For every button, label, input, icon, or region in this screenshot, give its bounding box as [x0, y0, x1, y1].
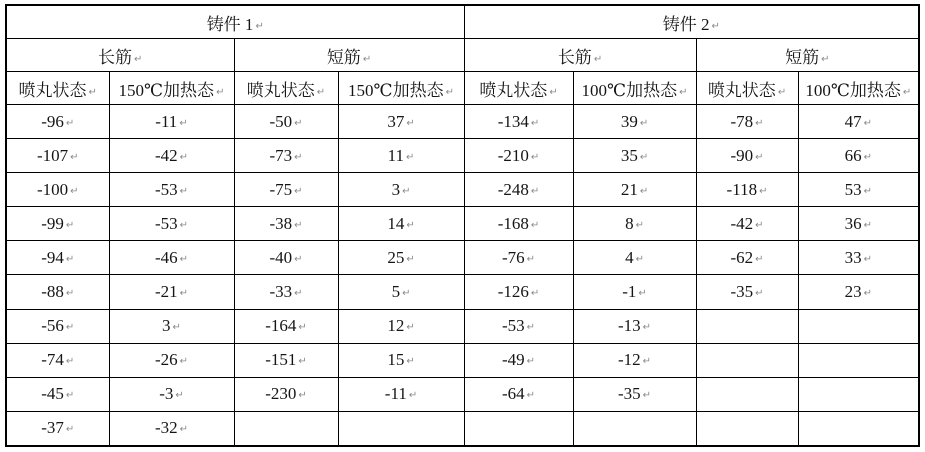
- return-mark-icon: ↵: [755, 288, 764, 300]
- return-mark-icon: ↵: [642, 322, 652, 334]
- table-cell: [798, 139, 919, 173]
- return-mark-icon: ↵: [179, 424, 189, 436]
- table-cell: [109, 173, 234, 207]
- return-mark-icon: ↵: [642, 390, 652, 402]
- casting-2-header: [464, 5, 919, 39]
- table-cell: [6, 309, 109, 343]
- cell-value: -1: [622, 282, 637, 302]
- table-row: [6, 241, 919, 275]
- return-mark-icon: ↵: [179, 253, 189, 265]
- cell-value: -12: [617, 350, 641, 370]
- return-mark-icon: ↵: [406, 356, 415, 368]
- table-cell: [338, 275, 464, 309]
- rib-label: 长筋: [98, 47, 133, 67]
- return-mark-icon: ↵: [863, 253, 872, 265]
- casting2-short-rib-header: [696, 39, 919, 72]
- cell-value: -21: [154, 282, 178, 302]
- cell-value: 33: [844, 247, 862, 267]
- table-cell: [338, 105, 464, 139]
- cell-value: -134: [497, 111, 529, 131]
- cell-value: 66: [844, 145, 862, 165]
- state-label: 150℃加热态: [348, 80, 444, 100]
- table-cell: [696, 309, 798, 343]
- cell-value: -11: [155, 111, 178, 131]
- table-cell: [109, 241, 234, 275]
- state-label: 100℃加热态: [581, 80, 678, 100]
- cell-value: -40: [269, 247, 293, 267]
- cell-value: -35: [730, 282, 754, 302]
- cell-value: -73: [269, 145, 293, 165]
- table-cell: [109, 139, 234, 173]
- return-mark-icon: ↵: [639, 151, 649, 163]
- table-cell: [464, 207, 573, 241]
- table-cell: [573, 309, 696, 343]
- table-cell: [798, 309, 919, 343]
- table-cell: [6, 343, 109, 377]
- return-mark-icon: ↵: [406, 322, 415, 334]
- table-row: [6, 173, 919, 207]
- table-cell: [338, 309, 464, 343]
- table-cell: [464, 275, 573, 309]
- return-mark-icon: ↵: [530, 151, 540, 163]
- cell-value: -50: [269, 111, 293, 131]
- cell-value: -76: [501, 247, 525, 267]
- table-cell: [234, 275, 338, 309]
- cell-value: -49: [501, 350, 525, 370]
- return-mark-icon: ↵: [755, 117, 764, 129]
- state-header-col6: [573, 72, 696, 105]
- cell-value: -151: [265, 350, 297, 370]
- return-mark-icon: ↵: [65, 253, 75, 265]
- return-mark-icon: ↵: [362, 53, 372, 65]
- table-cell: [234, 411, 338, 446]
- return-mark-icon: ↵: [216, 86, 225, 98]
- cell-value: 37: [387, 111, 405, 131]
- table-cell: [798, 173, 919, 207]
- cell-value: 14: [387, 213, 405, 233]
- cell-value: 36: [844, 213, 862, 233]
- table-cell: [234, 105, 338, 139]
- cell-value: -94: [41, 247, 64, 267]
- cell-value: 53: [844, 179, 862, 199]
- state-header-row: [6, 72, 919, 105]
- state-label: 150℃加热态: [118, 80, 215, 100]
- table-cell: [109, 411, 234, 446]
- return-mark-icon: ↵: [298, 390, 307, 402]
- cell-value: -248: [497, 179, 529, 199]
- return-mark-icon: ↵: [294, 151, 303, 163]
- return-mark-icon: ↵: [172, 322, 181, 334]
- return-mark-icon: ↵: [821, 53, 830, 65]
- cell-value: -53: [154, 213, 178, 233]
- return-mark-icon: ↵: [863, 288, 872, 300]
- table-cell: [798, 411, 919, 446]
- table-cell: [338, 377, 464, 411]
- return-mark-icon: ↵: [179, 117, 188, 129]
- return-mark-icon: ↵: [635, 253, 644, 265]
- cell-value: -53: [154, 179, 178, 199]
- return-mark-icon: ↵: [298, 356, 307, 368]
- return-mark-icon: ↵: [755, 253, 764, 265]
- cell-value: -164: [265, 316, 297, 336]
- cell-value: -56: [41, 316, 64, 336]
- cell-value: 11: [387, 145, 404, 165]
- return-mark-icon: ↵: [526, 253, 536, 265]
- table-cell: [798, 377, 919, 411]
- return-mark-icon: ↵: [65, 288, 75, 300]
- table-cell: [234, 377, 338, 411]
- table-cell: [109, 207, 234, 241]
- cell-value: -3: [159, 384, 174, 404]
- state-header-col3: [234, 72, 338, 105]
- state-header-col5: [464, 72, 573, 105]
- cell-value: -64: [501, 384, 525, 404]
- cell-value: -46: [154, 247, 178, 267]
- table-cell: [234, 343, 338, 377]
- table-cell: [109, 105, 234, 139]
- return-mark-icon: ↵: [298, 322, 307, 334]
- cell-value: -32: [154, 418, 178, 438]
- table-row: [6, 377, 919, 411]
- return-mark-icon: ↵: [179, 219, 189, 231]
- return-mark-icon: ↵: [402, 185, 411, 197]
- state-label: 100℃加热态: [805, 80, 901, 100]
- table-cell: [6, 241, 109, 275]
- table-cell: [338, 207, 464, 241]
- table-cell: [573, 377, 696, 411]
- cell-value: 8: [625, 213, 634, 233]
- cell-value: -168: [497, 213, 529, 233]
- table-cell: [696, 207, 798, 241]
- cell-value: -75: [269, 179, 293, 199]
- return-mark-icon: ↵: [179, 151, 189, 163]
- rib-header-row: [6, 39, 919, 72]
- return-mark-icon: ↵: [863, 151, 872, 163]
- table-cell: [573, 207, 696, 241]
- table-cell: [338, 411, 464, 446]
- return-mark-icon: ↵: [70, 151, 79, 163]
- cell-value: -38: [269, 213, 293, 233]
- table-cell: [573, 343, 696, 377]
- cell-value: 21: [620, 179, 638, 199]
- return-mark-icon: ↵: [530, 117, 540, 129]
- casting-header-row: [6, 5, 919, 39]
- return-mark-icon: ↵: [406, 151, 415, 163]
- state-header-col7: [696, 72, 798, 105]
- cell-value: -107: [36, 145, 69, 165]
- table-row: [6, 343, 919, 377]
- table-cell: [338, 241, 464, 275]
- return-mark-icon: ↵: [639, 117, 649, 129]
- table-cell: [464, 411, 573, 446]
- cell-value: 3: [391, 179, 401, 199]
- table-cell: [798, 343, 919, 377]
- casting-1-header: [6, 5, 464, 39]
- return-mark-icon: ↵: [406, 219, 415, 231]
- table-cell: [464, 139, 573, 173]
- return-mark-icon: ↵: [755, 151, 764, 163]
- state-header-col1: [6, 72, 109, 105]
- cell-value: -230: [265, 384, 297, 404]
- cell-value: -99: [41, 213, 64, 233]
- return-mark-icon: ↵: [530, 219, 540, 231]
- cell-value: -126: [497, 282, 529, 302]
- return-mark-icon: ↵: [294, 253, 303, 265]
- table-cell: [696, 343, 798, 377]
- table-cell: [464, 377, 573, 411]
- state-label: 喷丸状态: [18, 80, 87, 100]
- table-cell: [109, 309, 234, 343]
- casting1-long-rib-header: [6, 39, 234, 72]
- return-mark-icon: ↵: [65, 356, 75, 368]
- state-label: 喷丸状态: [246, 80, 315, 100]
- return-mark-icon: ↵: [549, 86, 558, 98]
- state-header-col2: [109, 72, 234, 105]
- table-cell: [573, 241, 696, 275]
- return-mark-icon: ↵: [526, 390, 536, 402]
- table-cell: [798, 275, 919, 309]
- return-mark-icon: ↵: [134, 53, 143, 65]
- cell-value: 25: [387, 247, 405, 267]
- table-cell: [573, 411, 696, 446]
- return-mark-icon: ↵: [65, 424, 75, 436]
- table-cell: [696, 411, 798, 446]
- table-row: [6, 309, 919, 343]
- table-cell: [6, 173, 109, 207]
- table-cell: [573, 105, 696, 139]
- cell-value: -11: [384, 384, 407, 404]
- cell-value: 15: [387, 350, 405, 370]
- return-mark-icon: ↵: [445, 86, 454, 98]
- table-cell: [6, 411, 109, 446]
- table-cell: [464, 343, 573, 377]
- table-cell: [798, 207, 919, 241]
- return-mark-icon: ↵: [639, 185, 649, 197]
- cell-value: -118: [726, 179, 758, 199]
- table-cell: [338, 139, 464, 173]
- casting-1-label: 铸件 1: [206, 14, 254, 34]
- return-mark-icon: ↵: [65, 117, 75, 129]
- cell-value: -13: [617, 316, 641, 336]
- cell-value: 12: [387, 316, 405, 336]
- return-mark-icon: ↵: [902, 86, 912, 98]
- table-cell: [234, 173, 338, 207]
- table-cell: [234, 139, 338, 173]
- return-mark-icon: ↵: [593, 53, 603, 65]
- table-cell: [696, 139, 798, 173]
- cell-value: -96: [41, 111, 64, 131]
- return-mark-icon: ↵: [863, 219, 872, 231]
- cell-value: -62: [730, 247, 754, 267]
- rib-label: 短筋: [326, 47, 361, 67]
- return-mark-icon: ↵: [402, 288, 411, 300]
- table-cell: [696, 275, 798, 309]
- table-row: [6, 411, 919, 446]
- table-cell: [234, 309, 338, 343]
- return-mark-icon: ↵: [635, 219, 644, 231]
- state-header-col4: [338, 72, 464, 105]
- cell-value: 47: [844, 111, 862, 131]
- return-mark-icon: ↵: [638, 288, 647, 300]
- rib-label: 短筋: [785, 47, 820, 67]
- table-cell: [798, 105, 919, 139]
- return-mark-icon: ↵: [777, 86, 787, 98]
- return-mark-icon: ↵: [759, 185, 768, 197]
- state-header-col8: [798, 72, 919, 105]
- table-cell: [696, 105, 798, 139]
- cell-value: -45: [41, 384, 64, 404]
- cell-value: -26: [154, 350, 178, 370]
- cell-value: 4: [625, 247, 634, 267]
- return-mark-icon: ↵: [863, 185, 872, 197]
- return-mark-icon: ↵: [255, 20, 264, 32]
- cell-value: -35: [617, 384, 641, 404]
- return-mark-icon: ↵: [642, 356, 652, 368]
- cell-value: -88: [41, 282, 64, 302]
- table-cell: [109, 275, 234, 309]
- table-cell: [6, 377, 109, 411]
- return-mark-icon: ↵: [179, 185, 189, 197]
- casting2-long-rib-header: [464, 39, 696, 72]
- table-cell: [338, 343, 464, 377]
- cell-value: -33: [269, 282, 293, 302]
- cell-value: 3: [162, 316, 171, 336]
- return-mark-icon: ↵: [711, 20, 720, 32]
- table-body: [6, 105, 919, 447]
- table-cell: [109, 377, 234, 411]
- cell-value: -37: [41, 418, 64, 438]
- return-mark-icon: ↵: [179, 288, 189, 300]
- table-cell: [798, 241, 919, 275]
- cell-value: -210: [497, 145, 529, 165]
- return-mark-icon: ↵: [65, 322, 75, 334]
- cell-value: -42: [154, 145, 178, 165]
- table-row: [6, 207, 919, 241]
- return-mark-icon: ↵: [179, 356, 189, 368]
- return-mark-icon: ↵: [530, 288, 540, 300]
- return-mark-icon: ↵: [408, 390, 418, 402]
- cell-value: -90: [730, 145, 754, 165]
- return-mark-icon: ↵: [88, 86, 97, 98]
- table-cell: [696, 377, 798, 411]
- table-row: [6, 139, 919, 173]
- return-mark-icon: ↵: [294, 219, 303, 231]
- table-cell: [338, 173, 464, 207]
- return-mark-icon: ↵: [294, 288, 303, 300]
- return-mark-icon: ↵: [175, 390, 184, 402]
- return-mark-icon: ↵: [863, 117, 872, 129]
- rib-label: 长筋: [557, 47, 592, 67]
- table-cell: [109, 343, 234, 377]
- cell-value: 23: [844, 282, 862, 302]
- cell-value: 35: [620, 145, 638, 165]
- casting1-short-rib-header: [234, 39, 464, 72]
- return-mark-icon: ↵: [406, 117, 415, 129]
- table-row: [6, 105, 919, 139]
- cell-value: -74: [41, 350, 64, 370]
- table-cell: [573, 275, 696, 309]
- cell-value: 5: [391, 282, 401, 302]
- cell-value: -100: [36, 179, 69, 199]
- return-mark-icon: ↵: [755, 219, 764, 231]
- table-cell: [464, 173, 573, 207]
- cell-value: -78: [730, 111, 754, 131]
- table-cell: [464, 241, 573, 275]
- table-row: [6, 275, 919, 309]
- table-cell: [6, 105, 109, 139]
- table-cell: [234, 207, 338, 241]
- table-cell: [573, 139, 696, 173]
- return-mark-icon: ↵: [294, 117, 303, 129]
- table-cell: [696, 173, 798, 207]
- table-cell: [6, 139, 109, 173]
- state-label: 喷丸状态: [479, 80, 548, 100]
- table-cell: [234, 241, 338, 275]
- table-cell: [573, 173, 696, 207]
- table-cell: [6, 275, 109, 309]
- return-mark-icon: ↵: [65, 219, 75, 231]
- return-mark-icon: ↵: [406, 253, 415, 265]
- table-cell: [464, 309, 573, 343]
- table-cell: [6, 207, 109, 241]
- return-mark-icon: ↵: [526, 356, 536, 368]
- return-mark-icon: ↵: [679, 86, 688, 98]
- table-cell: [696, 241, 798, 275]
- return-mark-icon: ↵: [294, 185, 303, 197]
- return-mark-icon: ↵: [65, 390, 75, 402]
- return-mark-icon: ↵: [70, 185, 79, 197]
- casting-2-label: 铸件 2: [662, 14, 710, 34]
- cell-value: -42: [730, 213, 754, 233]
- return-mark-icon: ↵: [530, 185, 540, 197]
- return-mark-icon: ↵: [526, 322, 536, 334]
- cell-value: 39: [620, 111, 638, 131]
- cell-value: -53: [501, 316, 525, 336]
- table-cell: [464, 105, 573, 139]
- return-mark-icon: ↵: [316, 86, 326, 98]
- state-label: 喷丸状态: [707, 80, 776, 100]
- residual-stress-table: [5, 4, 920, 447]
